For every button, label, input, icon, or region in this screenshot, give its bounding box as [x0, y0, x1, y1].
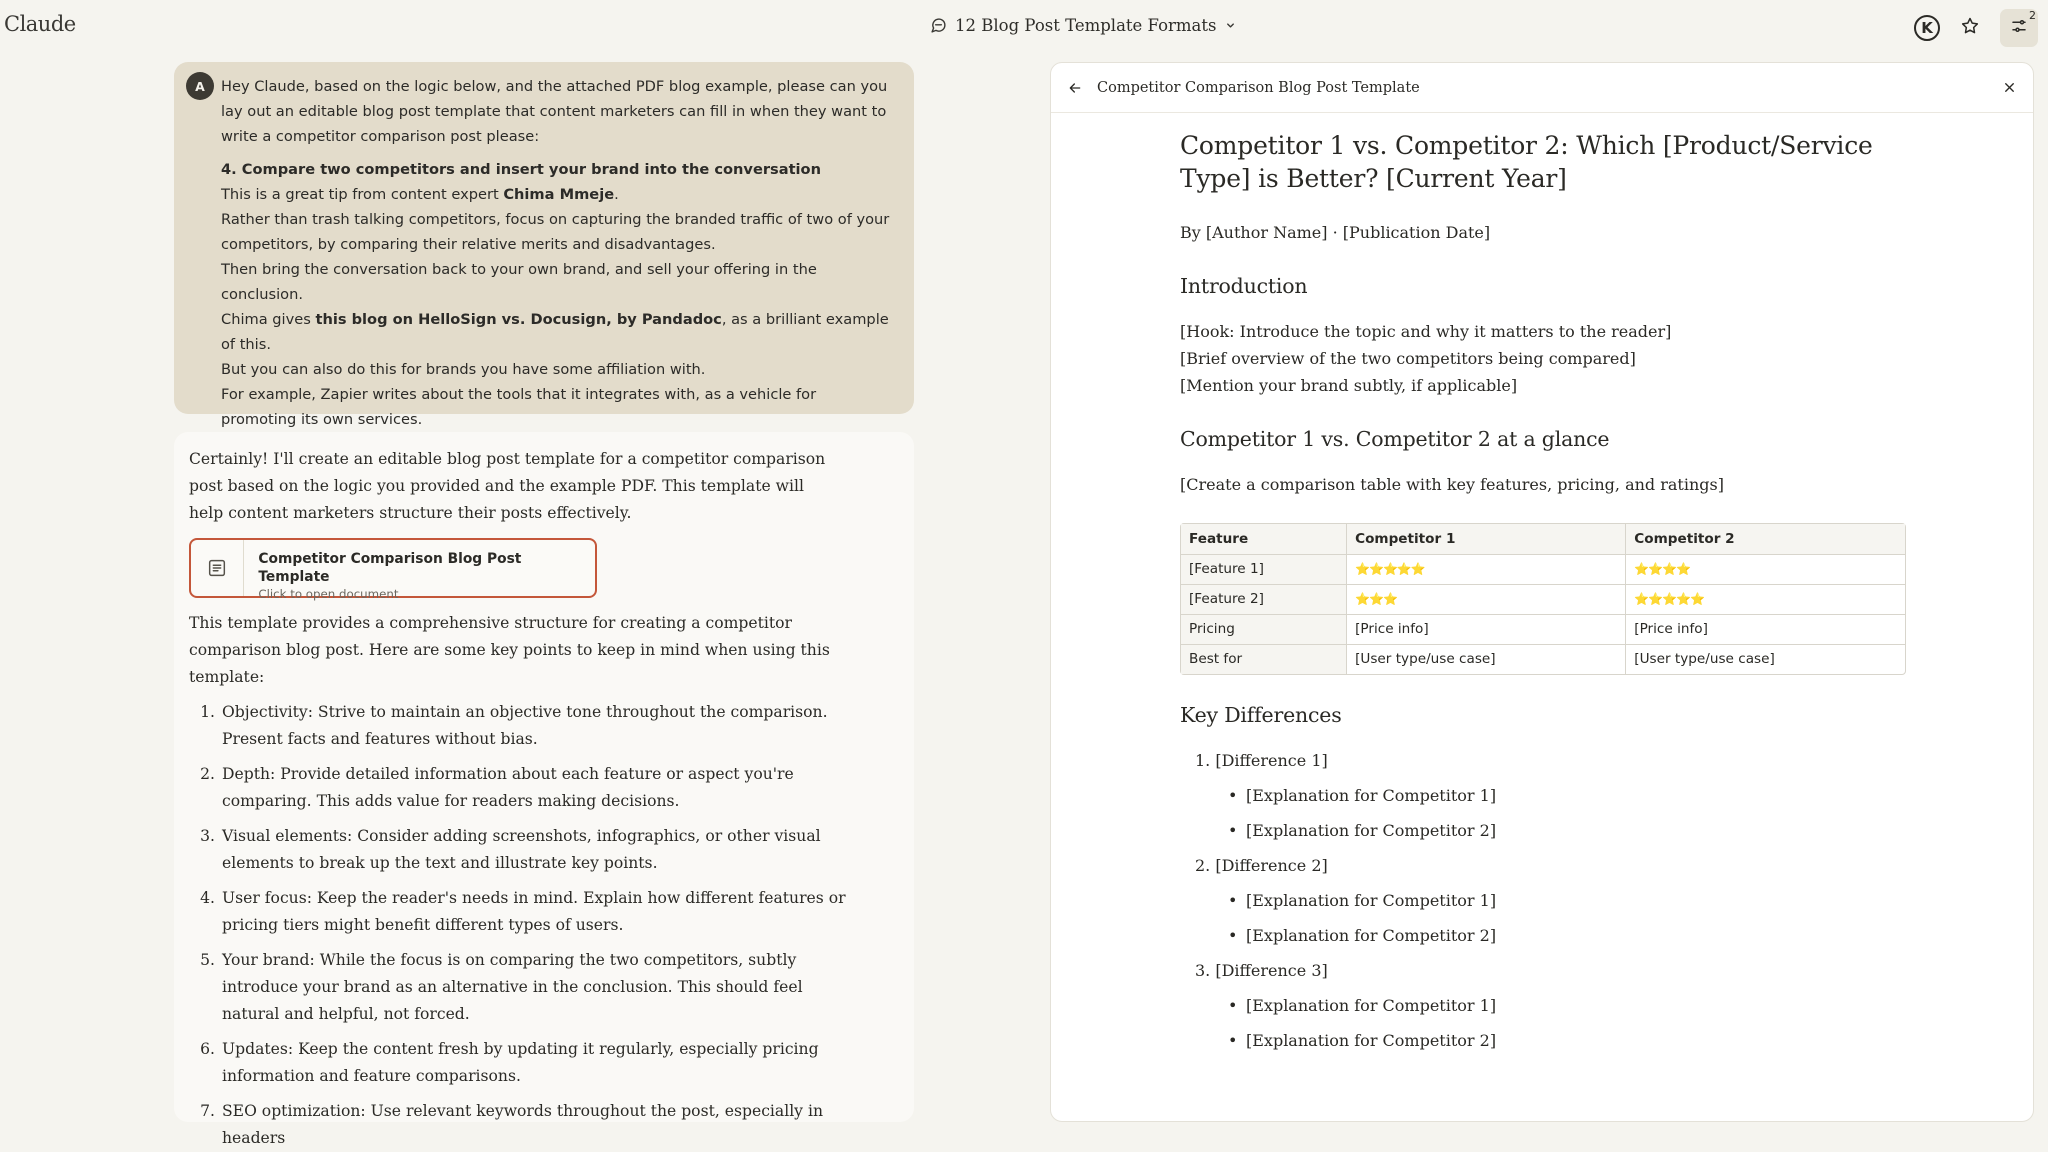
- table-row: [1181, 644, 1905, 674]
- table-row: [1181, 614, 1905, 644]
- differences-heading: Key Differences: [1180, 703, 1342, 727]
- user-line-3: Then bring the conversation back to your own brand, and sell your offering in the conclusion.: [221, 261, 817, 303]
- table-row: [1181, 584, 1905, 614]
- list-item: 2. [Difference 2] • [Explanation for Competitor 1] • [Explanation for Competitor 2]: [1195, 856, 1497, 945]
- list-item: 6. Updates: Keep the content fresh by updating it regularly, especially pricing information and feature comparisons.: [200, 1040, 819, 1085]
- user-avatar: A: [186, 72, 214, 100]
- document-title: Competitor 1 vs. Competitor 2: Which [Product/Service Type] is Better? [Current Year]: [1180, 131, 1873, 193]
- assistant-para-2: This template provides a comprehensive structure for creating a competitor comparison blog post. Here are some key points to keep in mind when using this template:: [189, 614, 830, 686]
- table-cell: Best for: [1181, 644, 1347, 674]
- list-item: 5. Your brand: While the focus is on comparing the two competitors, subtly introduce your brand as an alternative in the conclusion. This should feel natural and helpful, not forced.: [200, 951, 803, 1023]
- artifact-title: Competitor Comparison Blog Post Template: [258, 551, 522, 585]
- back-arrow-icon[interactable]: [1067, 80, 1083, 96]
- table-cell: [User type/use case]: [1634, 651, 1775, 668]
- table-cell: [Price info]: [1626, 614, 1905, 644]
- top-bar: [0, 0, 2048, 52]
- table-header: Competitor 1: [1347, 524, 1626, 554]
- table-header-row: [1181, 524, 1905, 554]
- star-icon: [1960, 16, 1980, 40]
- assistant-message: [174, 432, 914, 1147]
- panel-count-badge: 2: [2029, 9, 2036, 22]
- intro-line: [Hook: Introduce the topic and why it matters to the reader]: [1180, 322, 1672, 341]
- document-byline: By [Author Name] · [Publication Date]: [1180, 223, 1491, 242]
- user-line-2: Rather than trash talking competitors, focus on capturing the branded traffic of two of your competitors, by comparing their relative merits and disadvantages.: [221, 211, 890, 253]
- user-line-5: But you can also do this for brands you have some affiliation with.: [221, 361, 706, 378]
- document-panel-header: [1051, 63, 2033, 113]
- conversation-title: 12 Blog Post Template Formats: [955, 15, 1217, 35]
- differences-list: [1180, 747, 1910, 1055]
- glance-text: [Create a comparison table with key features, pricing, and ratings]: [1180, 475, 1724, 494]
- user-line-1: This is a great tip from content expert Chima Mmeje.: [221, 186, 619, 203]
- table-header: Competitor 2: [1626, 524, 1905, 554]
- user-line-4: Chima gives this blog on HelloSign vs. Docusign, by Pandadoc, as a brilliant example of this.: [221, 311, 889, 353]
- star-button[interactable]: [1954, 12, 1986, 44]
- document-body: [1180, 129, 1910, 1062]
- chat-bubble-icon: [930, 17, 947, 34]
- table-cell: [User type/use case]: [1347, 644, 1626, 674]
- artifact-subtitle: Click to open document: [258, 587, 399, 601]
- close-icon[interactable]: [2002, 80, 2017, 95]
- assistant-intro: Certainly! I'll create an editable blog post template for a competitor comparison post based on the logic you provided and the example PDF. This template will help content marketers structure their posts effectively.: [189, 450, 826, 522]
- sliders-icon: [2010, 17, 2028, 39]
- glance-heading: Competitor 1 vs. Competitor 2 at a glance: [1180, 427, 1610, 451]
- claude-logo[interactable]: Claude: [4, 12, 76, 36]
- table-header: Feature: [1181, 524, 1347, 554]
- table-row: [1181, 554, 1905, 584]
- chevron-down-icon: [1225, 20, 1236, 31]
- sliders-button[interactable]: [2000, 9, 2038, 47]
- table-cell: [Price info]: [1347, 614, 1626, 644]
- document-icon: [191, 540, 244, 596]
- list-item: 1. [Difference 1] • [Explanation for Competitor 1] • [Explanation for Competitor 2]: [1195, 751, 1497, 840]
- top-right-controls: [1914, 9, 2038, 47]
- conversation-title-button[interactable]: [930, 12, 1236, 38]
- tips-list: [189, 699, 899, 1152]
- table-cell: [Feature 2]: [1181, 584, 1347, 614]
- star-rating: ⭐⭐⭐⭐⭐: [1347, 554, 1626, 584]
- intro-line: [Brief overview of the two competitors being compared]: [1180, 349, 1636, 368]
- intro-line: [Mention your brand subtly, if applicable]: [1180, 376, 1518, 395]
- star-rating: ⭐⭐⭐⭐: [1626, 554, 1905, 584]
- list-item: 2. Depth: Provide detailed information about each feature or aspect you're comparing. This adds value for readers making decisions.: [200, 765, 794, 810]
- user-heading: 4. Compare two competitors and insert your brand into the conversation: [221, 161, 821, 178]
- document-panel: [1050, 62, 2034, 1122]
- list-item: 3. [Difference 3] • [Explanation for Competitor 1] • [Explanation for Competitor 2]: [1195, 961, 1497, 1050]
- list-item: 7. SEO optimization: Use relevant keywords throughout the post, especially in headers: [200, 1102, 823, 1147]
- list-item: 3. Visual elements: Consider adding screenshots, infographics, or other visual elements to break up the text and illustrate key points.: [200, 827, 821, 872]
- user-line-6: For example, Zapier writes about the tools that it integrates with, as a vehicle for promoting its own services.: [221, 386, 817, 428]
- document-panel-title: Competitor Comparison Blog Post Template: [1097, 79, 1420, 96]
- artifact-card[interactable]: [189, 538, 597, 601]
- user-message: [174, 62, 914, 428]
- comparison-table: [1180, 523, 1906, 675]
- list-item: 4. User focus: Keep the reader's needs in mind. Explain how different features or pricing tiers might benefit different types of users.: [200, 889, 846, 934]
- star-rating: ⭐⭐⭐: [1347, 584, 1626, 614]
- user-intro: Hey Claude, based on the logic below, and the attached PDF blog example, please can you lay out an editable blog post template that content marketers can fill in when they want to write a competitor comparison post please:: [221, 78, 888, 145]
- table-cell: [Feature 1]: [1181, 554, 1347, 584]
- table-cell: Pricing: [1181, 614, 1347, 644]
- list-item: 1. Objectivity: Strive to maintain an objective tone throughout the comparison. Present facts and features without bias.: [200, 703, 828, 748]
- intro-heading: Introduction: [1180, 274, 1308, 298]
- star-rating: ⭐⭐⭐⭐⭐: [1626, 584, 1905, 614]
- model-avatar[interactable]: K: [1914, 15, 1940, 41]
